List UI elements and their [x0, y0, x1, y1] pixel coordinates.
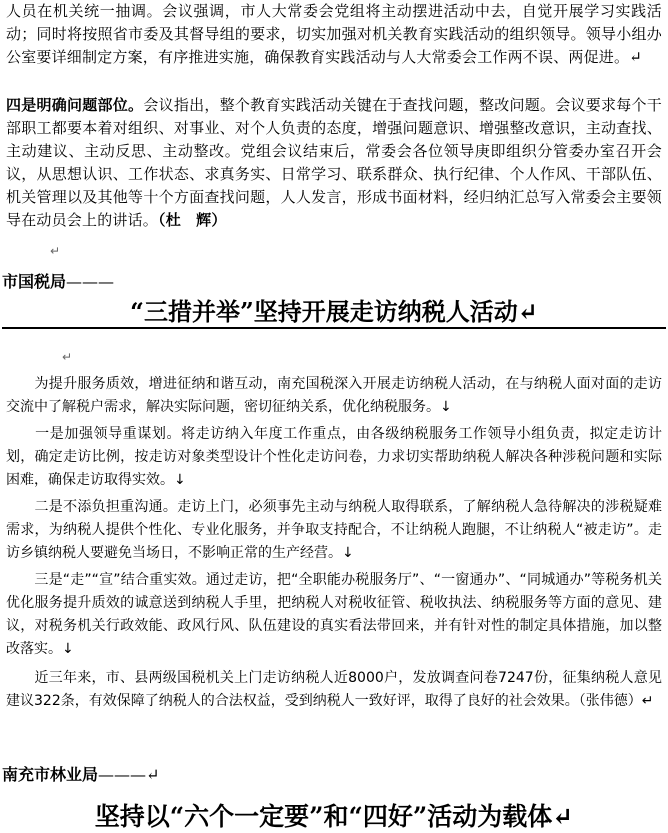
paragraph-continuation: 人员在机关统一抽调。会议强调，市人大常委会党组将主动摆进活动中去，自觉开展学习实践活动；同时将按照省市委及其督导组的要求，切实加强对机关教育实践活动的组织领导。领导小组办公室要详细制定方案，有序推进实施，确保教育实践活动与人大常委会工作两不误、两促进。↵ — [6, 2, 662, 66]
article-headline: 坚持以“六个一定要”和“四好”活动为载体↵ — [94, 802, 574, 831]
article-point-three: 三是“走”“宣”结合重实效。通过走访，把“全职能办税服务厅”、“一窗通办”、“同城通办”等税务机关优化服务提升质效的诚意送到纳税人手里，把纳税人对税收征管、税收执法、纳税服务等方面的意见、建议，对税务机关行政效能、政风行风、队伍建设的真实看法带回来，并有针对性的制定具体措施，加以整改落实。↓ — [6, 572, 662, 657]
article-headline: “三措并举”坚持开展走访纳税人活动↵ — [130, 297, 538, 326]
section-heading-tax-bureau — [2, 269, 114, 292]
article-intro: 为提升服务质效，增进征纳和谐互动，南充国税深入开展走访纳税人活动，在与纳税人面对面的走访交流中了解税户需求，解决实际问题，密切征纳关系，优化纳税服务。↓ — [6, 376, 662, 415]
paragraph-lead: 四是明确问题部位。 — [6, 96, 144, 114]
article-point-two: 二是不添负担重沟通。走访上门，必须事先主动与纳税人取得联系，了解纳税人急待解决的涉税疑难需求，为纳税人提供个性化、专业化服务，并争取支持配合，不让纳税人跑腿，不让纳税人“被走访”。走访乡镇纳税人要避免当场日，不影响正常的生产经营。↓ — [6, 499, 662, 561]
author-signature: （杜 辉） — [158, 211, 227, 229]
horizontal-rule — [2, 327, 666, 329]
paragraph-body: 会议指出，整个教育实践活动关键在于查找问题，整改问题。会议要求每个干部职工都要本着对组织、对事业、对个人负责的态度，增强问题意识、增强整改意识，主动查找、主动建议、主动反思、主动整改。党组会议结束后，常委会各位领导庚即组织分管委办室召开会议，从思想认识、工作状态、求真务实、日常学习、联系群众、执行纪律、个人作风、干部队伍、机关管理以及其他等十个方面查找问题，人人发言，形成书面材料，经归纳汇总写入常委会主要领导在动员会上的讲话。 — [6, 96, 662, 229]
paragraph-mark: ↵ — [62, 350, 73, 364]
section-dash: ———↵ — [98, 765, 160, 784]
section-name: 市国税局 — [2, 272, 67, 291]
section-heading-forestry-bureau — [2, 762, 159, 785]
article-point-one: 一是加强领导重谋划。将走访纳入年度工作重点，由各级纳税服务工作领导小组负责，拟定走访计划，确定走访比例，按走访对象类型设计个性化走访问卷，力求切实帮助纳税人解决各种涉税问题和实际困难，确保走访取得实效。↓ — [6, 426, 662, 488]
paragraph-problem-locating — [6, 94, 662, 232]
paragraph-mark: ↵ — [50, 244, 61, 258]
section-name: 南充市林业局 — [2, 765, 99, 784]
article-summary: 近三年来，市、县两级国税机关上门走访纳税人近8000户，发放调查问卷7247份，征集纳税人意见建议322条，有效保障了纳税人的合法权益，受到纳税人一致好评，取得了良好的社会效果。（张伟德）↵ — [6, 670, 662, 709]
section-dash: ——— — [66, 272, 115, 291]
